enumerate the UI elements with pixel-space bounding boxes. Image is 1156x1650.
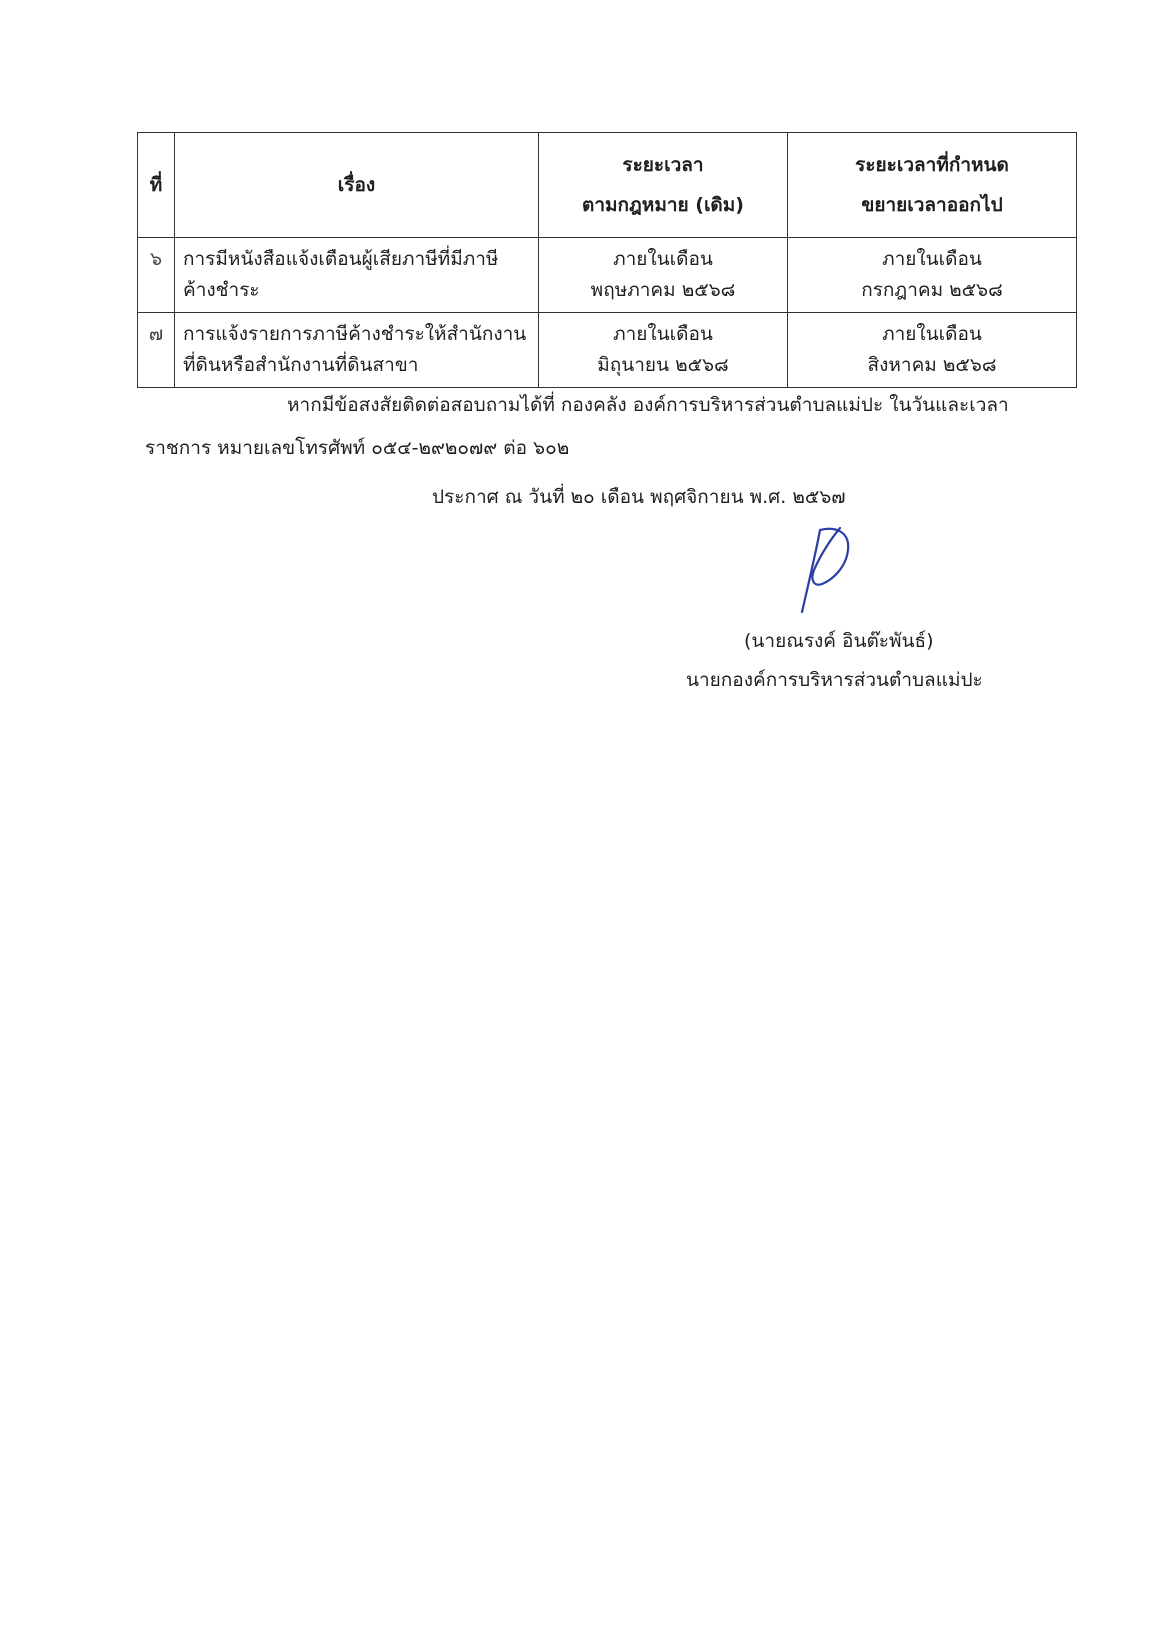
table-row bbox=[138, 313, 1077, 388]
row-subject-line: ที่ดินหรือสำนักงานที่ดินสาขา bbox=[183, 354, 419, 376]
header-subject: เรื่อง bbox=[175, 133, 539, 238]
header-legal-period-line: ตามกฎหมาย (เดิม) bbox=[582, 194, 744, 216]
row-extended-period-line: สิงหาคม ๒๕๖๘ bbox=[867, 354, 997, 376]
row-extended-period-line: ภายในเดือน bbox=[882, 248, 982, 270]
contact-paragraph-line-2: ราชการ หมายเลขโทรศัพท์ ๐๕๔-๒๙๒๐๗๙ ต่อ ๖๐๒ bbox=[145, 437, 570, 459]
header-legal-period bbox=[539, 133, 788, 238]
schedule-table bbox=[137, 132, 1077, 388]
table-row bbox=[138, 238, 1077, 313]
signer-name: (นายณรงค์ อินต๊ะพันธ์) bbox=[744, 630, 934, 652]
row-legal-period-line: มิถุนายน ๒๕๖๘ bbox=[597, 354, 729, 376]
row-subject-line: ค้างชำระ bbox=[183, 279, 260, 301]
row-legal-period-line: ภายในเดือน bbox=[613, 323, 713, 345]
handwritten-signature bbox=[796, 522, 856, 617]
row-extended-period-line: ภายในเดือน bbox=[882, 323, 982, 345]
row-subject-line: การแจ้งรายการภาษีค้างชำระให้สำนักงาน bbox=[183, 323, 527, 345]
row-legal-period bbox=[539, 313, 788, 388]
row-extended-period bbox=[788, 238, 1077, 313]
signer-title: นายกองค์การบริหารส่วนตำบลแม่ปะ bbox=[686, 669, 983, 691]
row-subject bbox=[175, 313, 539, 388]
row-number: ๖ bbox=[138, 238, 175, 313]
row-subject-line: การมีหนังสือแจ้งเตือนผู้เสียภาษีที่มีภาษี bbox=[183, 248, 499, 270]
row-number: ๗ bbox=[138, 313, 175, 388]
row-legal-period-line: ภายในเดือน bbox=[613, 248, 713, 270]
table-header-row bbox=[138, 133, 1077, 238]
header-no: ที่ bbox=[138, 133, 175, 238]
header-legal-period-line: ระยะเวลา bbox=[622, 154, 704, 176]
row-subject bbox=[175, 238, 539, 313]
row-extended-period bbox=[788, 313, 1077, 388]
row-legal-period bbox=[539, 238, 788, 313]
header-extended-period-line: ระยะเวลาที่กำหนด bbox=[855, 154, 1009, 176]
header-extended-period-line: ขยายเวลาออกไป bbox=[861, 194, 1003, 216]
contact-paragraph-line-1: หากมีข้อสงสัยติดต่อสอบถามได้ที่ กองคลัง องค์การบริหารส่วนตำบลแม่ปะ ในวันและเวลา bbox=[287, 394, 1009, 416]
announcement-date: ประกาศ ณ วันที่ ๒๐ เดือน พฤศจิกายน พ.ศ. ๒๕๖๗ bbox=[432, 486, 846, 508]
row-legal-period-line: พฤษภาคม ๒๕๖๘ bbox=[590, 279, 736, 301]
header-extended-period bbox=[788, 133, 1077, 238]
row-extended-period-line: กรกฎาคม ๒๕๖๘ bbox=[861, 279, 1003, 301]
